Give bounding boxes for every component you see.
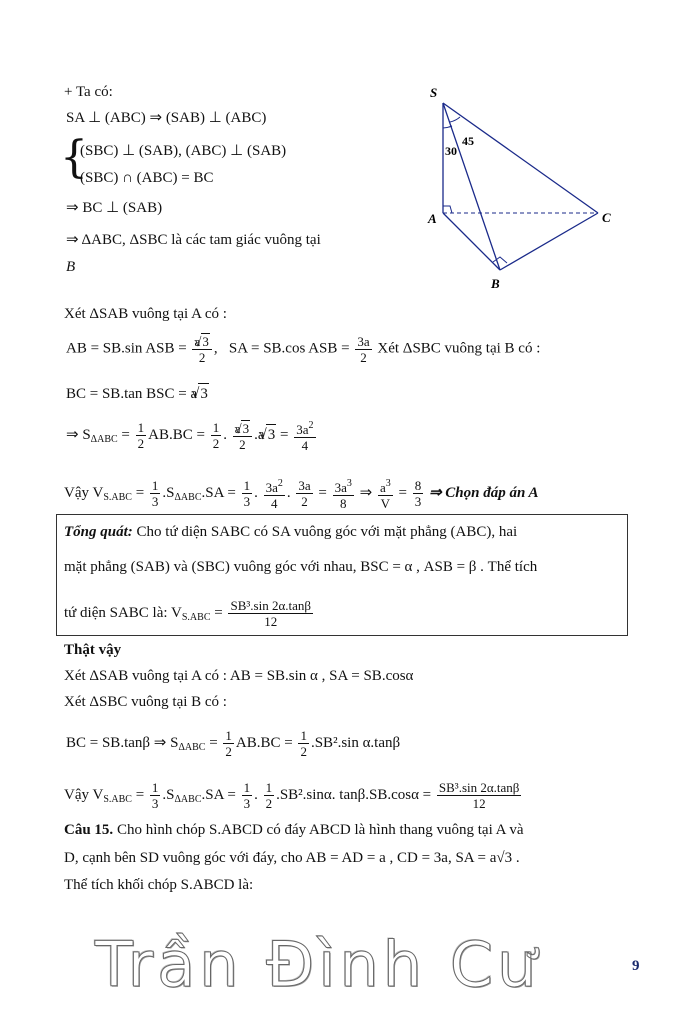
angle-30: 30 (445, 144, 457, 158)
label-c: C (602, 210, 611, 225)
brace: { (60, 132, 88, 183)
box-line-3: tứ diện SABC là: $V_{S.ABC}$ = $\frac{\text{SB³.sin 2α.tanβ}}{12}$ (64, 598, 311, 629)
cau15-line-2: D, cạnh bên SD vuông góc với đáy, cho AB = AD = a , CD = 3a, SA = a√3 . (64, 850, 520, 866)
tv-line-3: BC = SB.tanβ ⇒ $S_{\Delta ABC}$ = $\frac{1}{2}$ AB.BC = $\frac{1}{2}$ .SB².sin α.tanβ (66, 728, 401, 759)
intro: + Ta có: (64, 84, 113, 100)
eq-area: ⇒ $S_{\Delta ABC}$ = $\frac{1}{2}$ AB.BC = $\frac{1}{2}$ . $\frac{a√ 3}{2}$ .a√ 3 = $\frac{3a^2}{4}$ (66, 418, 318, 453)
cau15-line-1: Câu 15. Cho hình chóp S.ABCD có đáy ABCD là hình thang vuông tại A và (64, 822, 524, 838)
box-line-2: mặt phẳng (SAB) và (SBC) vuông góc với nhau, BSC = α , ASB = β . Thể tích (64, 559, 538, 575)
line-5b: B (66, 259, 76, 275)
label-b: B (491, 276, 500, 291)
box-line-1: Tổng quát: Cho tứ diện SABC có SA vuông góc với mặt phẳng (ABC), hai (64, 524, 518, 540)
line-1: SA ⊥ (ABC) ⇒ (SAB) ⊥ (ABC) (66, 110, 267, 126)
line-2: (SBC) ⊥ (SAB), (ABC) ⊥ (SAB) (80, 143, 287, 159)
label-a: A (428, 211, 437, 226)
angle-45: 45 (462, 134, 474, 148)
eq-ab-sa: AB = SB.sin ASB = $\frac{a√ 3}{2}$ , SA = SB.cos ASB = $\frac{3a}{2}$ Xét ΔSBC vuông tại B có : (66, 333, 540, 365)
line-4: ⇒ BC ⊥ (SAB) (66, 200, 163, 216)
line-5: ⇒ ΔABC, ΔSBC là các tam giác vuông tại (66, 232, 321, 248)
watermark: Trần Đình Cư (95, 928, 541, 1001)
eq-volume: Vậy $V_{S.ABC}$ = $\frac{1}{3}$ $.S_{\Delta ABC}.SA$ = $\frac{1}{3}$ . $\frac{3a^2}{4}$ . $\frac{3a}{2}$ = $\frac{3a^3}{8}$ ⇒ $\frac{a^3}{V}$ = $\frac{8}{3}$ ⇒ Chọn đáp án A (64, 478, 539, 511)
that-vay: Thật vậy (64, 642, 122, 658)
cau15-line-3: Thể tích khối chóp S.ABCD là: (64, 877, 254, 893)
label-s: S (430, 85, 438, 100)
line-3: (SBC) ∩ (ABC) = BC (80, 170, 214, 186)
page-number: 9 (632, 958, 640, 974)
tv-line-1: Xét ΔSAB vuông tại A có : AB = SB.sin α , SA = SB.cosα (64, 668, 414, 684)
tv-volume: Vậy $V_{S.ABC}$ = $\frac{1}{3}$ $.S_{\Delta ABC}.SA$ = $\frac{1}{3}$ . $\frac{1}{2}$ .SB².sinα. tanβ.SB.cosα = $\frac{\text{SB³.sin 2α.tanβ}}{12}$ (64, 780, 520, 811)
xet-sab: Xét ΔSAB vuông tại A có : (64, 306, 227, 322)
eq-bc: BC = SB.tan BSC = a√ 3 (66, 383, 209, 404)
tv-line-2: Xét ΔSBC vuông tại B có : (64, 694, 227, 710)
